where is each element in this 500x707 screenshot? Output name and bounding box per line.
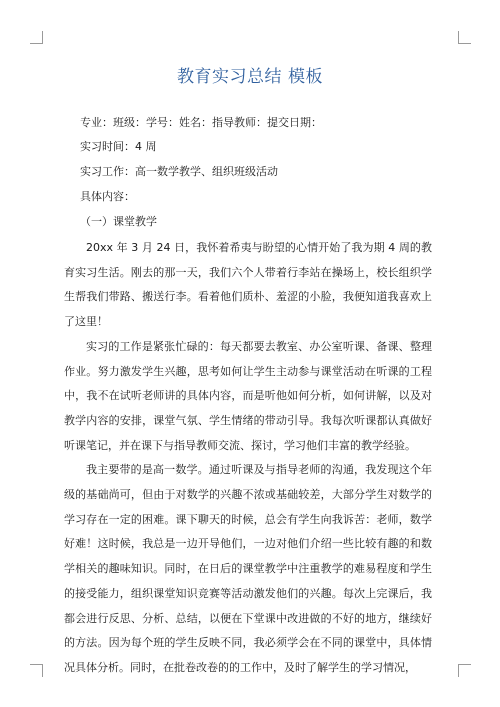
- internship-duration: 实习时间：4 周: [80, 140, 157, 153]
- internship-work: 实习工作：高一数学教学、组织班级活动: [80, 165, 278, 178]
- body-paragraph-2: 实习的工作是紧张忙碌的：每天都要去教室、办公室听课、备课、整理作业。努力激发学生兴趣，思考如何让学生主动参与课堂活动在听课的工程中，我不在试听老师讲的具体内容，而是听他如何分析，如何讲解，以及对教学内容的安排，课堂气氛、学生情绪的带动引导。我每次听课都认真做好听课笔记，并在课下与指导教师交流、探讨，学习他们丰富的教学经验。: [64, 339, 432, 452]
- content-label: 具体内容：: [80, 190, 135, 203]
- crop-mark-top-right: [458, 31, 471, 44]
- document-title: 教育实习总结 模板: [177, 67, 323, 87]
- crop-mark-top-left: [30, 31, 43, 44]
- body-paragraph-1: 20xx 年 3 月 24 日，我怀着希夷与盼望的心情开始了我为期 4 周的教育实习生活。刚去的那一天，我们六个人带着行李站在操场上，校长组织学生帮我们带路、搬送行李。看着他们质朴、羞涩的小脸，我便知道我喜欢上了这里！: [64, 241, 432, 329]
- info-fields-line: 专业：班级：学号：姓名：指导教师：提交日期：: [80, 116, 322, 129]
- crop-mark-bottom-left: [30, 664, 43, 677]
- document-body: [64, 236, 432, 681]
- body-paragraph-3: 我主要带的是高一数学。通过听课及与指导老师的沟通，我发现这个年级的基础尚可，但由于对数学的兴趣不浓或基础较差，大部分学生对数学的学习存在一定的困难。课下聊天的时候，总会有学生向我诉苦：老师，数学好难！这时候，我总是一边开导他们，一边对他们介绍一些比较有趣的和数学相关的趣味知识。同时，在日后的课堂教学中注重教学的难易程度和学生的接受能力，组织课堂知识竞赛等活动激发他们的兴趣。每次上完课后，我都会进行反思、分析、总结，以便在下堂课中改进做的不好的地方，继续好的方法。因为每个班的学生反映不同，我必须学会在不同的课堂中，具体情况具体分析。同时，在批卷改卷的的工作中，及时了解学生的学习情况，: [64, 463, 432, 674]
- section-heading: （一）课堂教学: [80, 215, 157, 228]
- crop-mark-bottom-right: [458, 664, 471, 677]
